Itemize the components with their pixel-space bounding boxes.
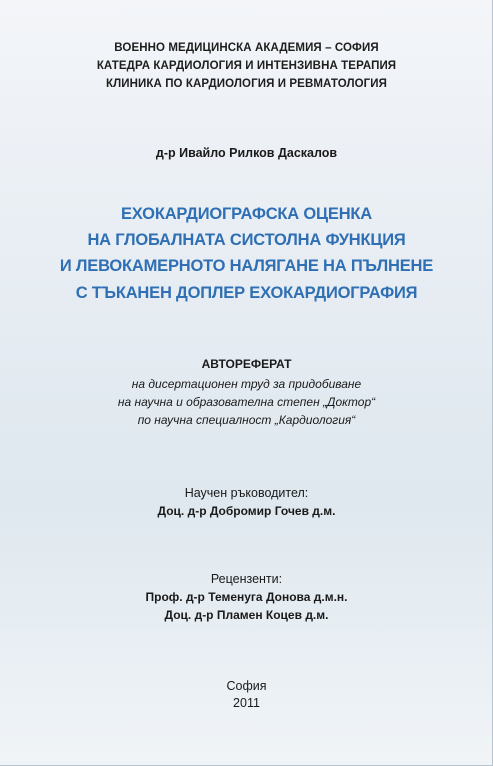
title-line-4: С ТЪКАНЕН ДОПЛЕР ЕХОКАРДИОГРАФИЯ [75,284,418,302]
institution-academy: ВОЕННО МЕДИЦИНСКА АКАДЕМИЯ – СОФИЯ [114,42,379,54]
author-name: д-р Ивайло Рилков Даскалов [155,146,338,160]
reviewers-label: Рецензенти: [210,572,283,586]
title-line-2: НА ГЛОБАЛНАТА СИСТОЛНА ФУНКЦИЯ [87,231,406,249]
reviewer-name: Проф. д-р Теменуга Донова д.м.н. [145,590,348,604]
supervisor-name: Доц. д-р Добромир Гочев д.м. [157,504,336,518]
abstract-line-3: по научна специалност „Кардиология“ [137,413,356,427]
title-line-3: И ЛЕВОКАМЕРНОТО НАЛЯГАНЕ НА ПЪЛНЕНЕ [59,257,434,275]
reviewer-name: Доц. д-р Пламен Коцев д.м. [164,608,329,622]
abstract-heading: АВТОРЕФЕРАТ [201,357,292,371]
publication-city: София [226,679,267,693]
abstract-line-1: на дисертационен труд за придобиване [131,377,362,391]
institution-department: КАТЕДРА КАРДИОЛОГИЯ И ИНТЕНЗИВНА ТЕРАПИЯ [96,60,397,72]
abstract-line-2: на научна и образователна степен „Доктор“ [117,395,376,409]
publication-year: 2011 [233,696,260,710]
title-line-1: ЕХОКАРДИОГРАФСКА ОЦЕНКА [121,205,372,223]
supervisor-label: Научен ръководител: [184,486,309,500]
institution-clinic: КЛИНИКА ПО КАРДИОЛОГИЯ И РЕВМАТОЛОГИЯ [105,78,388,90]
